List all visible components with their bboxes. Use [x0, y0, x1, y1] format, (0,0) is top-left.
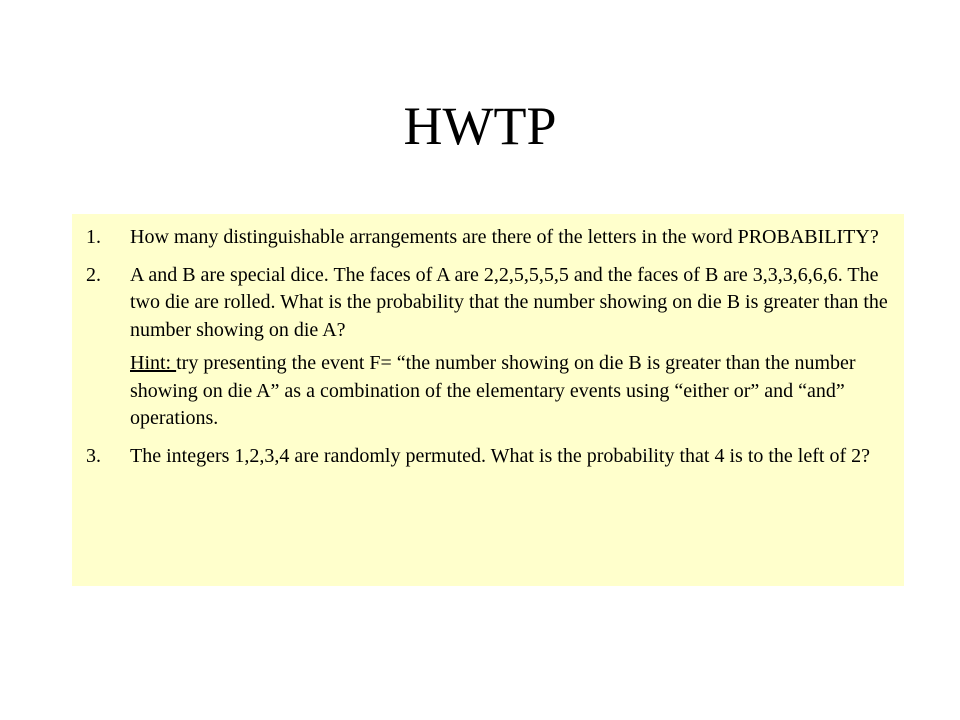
question-2: [72, 262, 904, 345]
question-box: [72, 214, 904, 586]
hint-label: Hint:: [130, 352, 177, 374]
question-1: [72, 224, 904, 252]
hint-paragraph: [72, 350, 904, 433]
question-1-text: How many distinguishable arrangements are there of the letters in the word PROBABILITY?: [130, 226, 879, 248]
hint-text: try presenting the event F= “the number showing on die B is greater than the number showing on die A” as a combination of the elementary events using “either or” and “and” operations.: [130, 352, 856, 429]
question-2-number: 2.: [86, 263, 101, 286]
question-3-number: 3.: [86, 444, 101, 467]
question-1-number: 1.: [86, 226, 101, 248]
slide-title: HWTP: [403, 96, 557, 156]
question-3: [72, 443, 904, 471]
question-2-text: A and B are special dice. The faces of A are 2,2,5,5,5,5 and the faces of B are 3,3,3,6,6,6. The two die are rolled. What is the probability that the number showing on die B is greater than the number showing on die A?: [130, 263, 888, 341]
question-3-text: The integers 1,2,3,4 are randomly permuted. What is the probability that 4 is to the left of 2?: [130, 444, 870, 467]
